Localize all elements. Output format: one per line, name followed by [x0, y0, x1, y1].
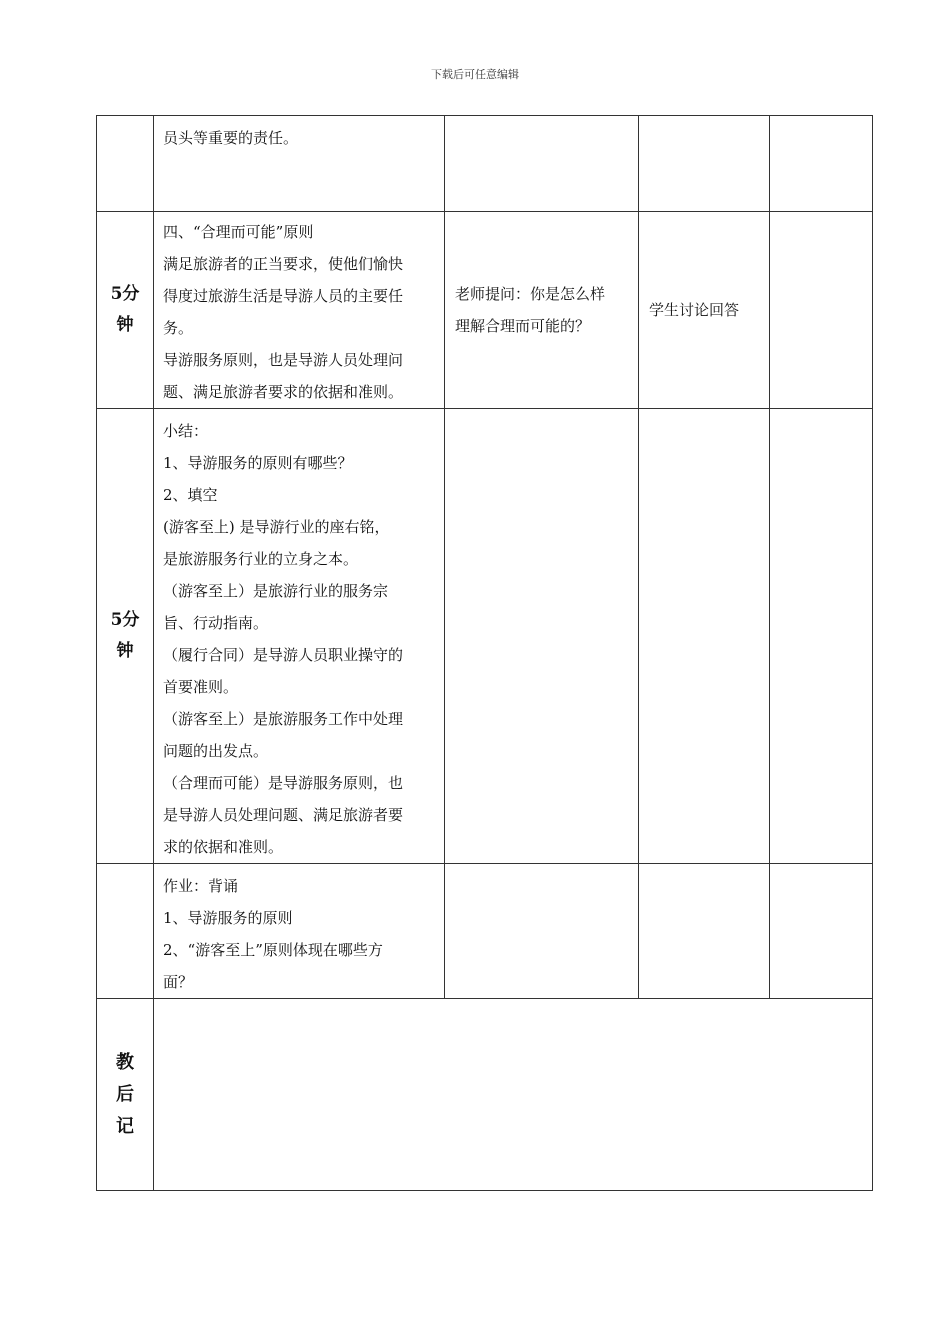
- content-line: （游客至上）是旅游行业的服务宗: [163, 582, 389, 600]
- notes-cell: [770, 409, 873, 864]
- content-cell: [154, 212, 445, 409]
- content-line: 1、导游服务的原则有哪些？: [163, 454, 353, 472]
- page-header-note: 下载后可任意编辑: [431, 68, 519, 81]
- time-cell: [97, 116, 154, 212]
- time-label: 5分钟: [110, 284, 140, 335]
- content-line: 是导游人员处理问题、满足旅游者要: [163, 806, 404, 824]
- content-line: 求的依据和准则。: [163, 838, 284, 856]
- reflection-body-cell: [154, 999, 873, 1191]
- time-cell: [97, 864, 154, 999]
- reflection-label-cell: [97, 999, 154, 1191]
- notes-cell: [770, 212, 873, 409]
- table-row: [97, 116, 873, 212]
- student-activity-cell: [639, 864, 770, 999]
- student-activity-text: 学生讨论回答: [649, 301, 740, 319]
- content-line: 小结：: [163, 422, 209, 440]
- content-line: 问题的出发点。: [163, 742, 269, 760]
- content-line: 旨、行动指南。: [163, 614, 269, 632]
- reflection-label: 教后记: [116, 1051, 134, 1137]
- content-line: （游客至上）是旅游服务工作中处理: [163, 710, 404, 728]
- teacher-activity-cell: [445, 409, 639, 864]
- content-line: 首要准则。: [163, 678, 239, 696]
- content-line: （合理而可能）是导游服务原则，也: [163, 774, 404, 792]
- content-line: 面？: [163, 973, 194, 991]
- content-line: 得度过旅游生活是导游人员的主要任: [163, 287, 404, 305]
- table-row: [97, 212, 873, 409]
- time-cell: [97, 212, 154, 409]
- teacher-question-line: 理解合理而可能的？: [455, 317, 591, 335]
- content-line: (游客至上) 是导游行业的座右铭，: [163, 518, 390, 536]
- teacher-activity-cell: [445, 864, 639, 999]
- content-line: 导游服务原则，也是导游人员处理问: [163, 351, 404, 369]
- time-label: 5分钟: [110, 610, 140, 661]
- content-cell: [154, 864, 445, 999]
- student-activity-cell: [639, 212, 770, 409]
- table-row: [97, 864, 873, 999]
- reflection-row: [97, 999, 873, 1191]
- time-cell: [97, 409, 154, 864]
- teacher-activity-cell: [445, 212, 639, 409]
- content-line: 是旅游服务行业的立身之本。: [163, 550, 359, 568]
- content-line: （履行合同）是导游人员职业操守的: [163, 646, 404, 664]
- content-line: 作业：背诵: [163, 877, 239, 895]
- content-cell: [154, 409, 445, 864]
- table-row: [97, 409, 873, 864]
- notes-cell: [770, 116, 873, 212]
- student-activity-cell: [639, 116, 770, 212]
- content-line: 员头等重要的责任。: [163, 129, 299, 147]
- content-line: 四、“合理而可能”原则: [163, 223, 314, 241]
- content-line: 满足旅游者的正当要求，使他们愉快: [163, 255, 404, 273]
- student-activity-cell: [639, 409, 770, 864]
- teacher-question-line: 老师提问：你是怎么样: [455, 285, 606, 303]
- content-line: 2、“游客至上”原则体现在哪些方: [163, 941, 383, 959]
- content-line: 2、填空: [163, 486, 218, 504]
- teacher-activity-cell: [445, 116, 639, 212]
- content-line: 1、导游服务的原则: [163, 909, 293, 927]
- content-line: 题、满足旅游者要求的依据和准则。: [163, 383, 404, 401]
- content-cell: [154, 116, 445, 212]
- notes-cell: [770, 864, 873, 999]
- content-line: 务。: [163, 319, 194, 337]
- lesson-plan-table: [96, 115, 873, 1191]
